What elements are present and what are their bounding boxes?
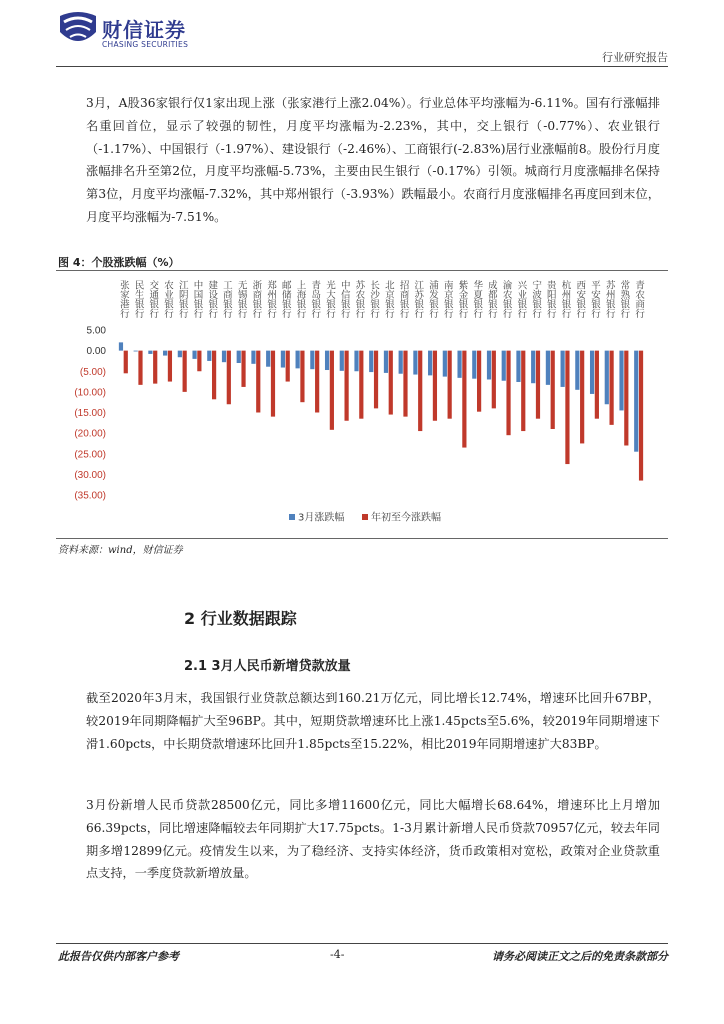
bar-march: [399, 351, 403, 374]
bar-ytd: [271, 351, 275, 417]
x-category-label: 宁波银行: [530, 280, 542, 318]
bar-ytd: [124, 351, 128, 374]
y-tick-label: (15.00): [74, 408, 106, 419]
bar-march: [546, 351, 550, 385]
bar-ytd: [418, 351, 422, 431]
x-category-label: 江阴银行: [176, 280, 188, 318]
bar-march: [310, 351, 314, 370]
paragraph-bank-performance: 3月，A股36家银行仅1家出现上涨（张家港行上涨2.04%）。行业总体平均涨幅为-6.11%。国有行涨幅排名重回首位，显示了较强的韧性，月度平均涨幅为-2.23%，其中，交上银行（-0.77%）、农业银行（-1.17%）、中国银行（-1.97%）、建设银行（-2.46%）、工商银行(-2.83%)居行业涨幅前8。股份行月度涨幅排名升至第2位，月度平均涨幅-5.73%，主要由民生银行（-0.17%）引领。城商行月度涨幅排名保持第3位，月度平均涨幅-7.32%，其中郑州银行（-3.93%）跌幅最小。农商行月度涨幅排名再度回到末位，月度平均涨幅为-7.51%。: [86, 96, 660, 224]
x-category-label: 平安银行: [588, 280, 600, 318]
bar-ytd: [300, 351, 304, 403]
legend-swatch-ytd: [362, 514, 368, 520]
bar-march: [384, 351, 388, 373]
bar-march: [634, 351, 638, 452]
x-category-label: 成都银行: [485, 280, 497, 318]
x-category-label: 农业银行: [162, 280, 174, 318]
x-category-label: 工商银行: [220, 280, 232, 318]
x-category-label: 光大银行: [323, 280, 335, 318]
legend-swatch-march: [289, 514, 295, 520]
legend-label-ytd: 年初至今涨跌幅: [371, 512, 441, 524]
bar-ytd: [374, 351, 378, 409]
x-category-label: 民生银行: [132, 280, 144, 318]
bar-ytd: [183, 351, 187, 392]
bar-march: [222, 351, 226, 363]
x-category-label: 渝农银行: [500, 280, 512, 318]
bar-ytd: [286, 351, 290, 382]
x-category-label: 上海银行: [294, 280, 306, 318]
logo-text-en: CHASING SECURITIES: [102, 40, 189, 49]
x-category-label: 浦发银行: [427, 280, 439, 318]
logo-text-cn: 财信证券: [102, 18, 186, 42]
y-tick-label: (25.00): [74, 449, 106, 461]
x-category-label: 苏农银行: [353, 280, 365, 318]
bar-march: [413, 351, 417, 375]
bar-march: [457, 351, 461, 378]
bar-march: [251, 351, 255, 364]
bar-ytd: [639, 351, 643, 481]
bar-ytd: [580, 351, 584, 444]
figure-top-rule: [56, 270, 668, 271]
bar-march: [443, 351, 447, 377]
bar-march: [281, 351, 285, 368]
bar-ytd: [536, 351, 540, 419]
bar-ytd: [212, 351, 216, 400]
x-category-label: 贵阳银行: [544, 280, 556, 318]
x-category-label: 无锡银行: [235, 280, 247, 318]
x-category-label: 苏州银行: [603, 280, 615, 318]
company-logo: [58, 10, 218, 50]
bar-ytd: [330, 351, 334, 430]
stock-change-bar-chart: [56, 272, 668, 536]
y-tick-label: (30.00): [74, 469, 106, 481]
bar-march: [207, 351, 211, 361]
y-tick-label: (35.00): [74, 490, 106, 502]
bar-march: [502, 351, 506, 381]
bar-march: [369, 351, 373, 372]
bar-march: [575, 351, 579, 390]
bar-march: [178, 351, 182, 358]
bar-ytd: [433, 351, 437, 421]
x-category-label: 郑州银行: [265, 280, 277, 318]
bar-ytd: [448, 351, 452, 419]
x-category-label: 青农商行: [633, 280, 645, 318]
bar-ytd: [565, 351, 569, 464]
bar-ytd: [344, 351, 348, 421]
legend-label-march: 3月涨跌幅: [298, 512, 345, 524]
x-category-label: 中信银行: [338, 280, 350, 318]
page-number: -4-: [330, 948, 345, 961]
x-category-label: 北京银行: [382, 280, 394, 318]
paragraph-loans-total: 截至2020年3月末，我国银行业贷款总额达到160.21万亿元，同比增长12.74%，增速环比回升67BP，较2019年同期降幅扩大至96BP。其中，短期贷款增速环比上涨1.45pcts至5.6%，较2019年同期增速下滑1.60pcts，中长期贷款增速环比回升1.85pcts至15.22%，相比2019年同期增速扩大83BP。: [86, 691, 660, 751]
x-category-label: 西安银行: [574, 280, 586, 318]
bar-ytd: [168, 351, 172, 382]
figure-title: 图 4：个股涨跌幅（%）: [58, 256, 180, 269]
bar-ytd: [197, 351, 201, 372]
bar-ytd: [595, 351, 599, 419]
bar-march: [487, 351, 491, 380]
section-title: 2 行业数据跟踪: [184, 609, 297, 628]
subsection-title: 2.1 3月人民币新增贷款放量: [184, 659, 351, 674]
report-type: 行业研究报告: [602, 51, 668, 64]
bar-ytd: [359, 351, 363, 419]
y-tick-label: (10.00): [74, 387, 106, 399]
bar-ytd: [138, 351, 142, 385]
bar-march: [237, 351, 241, 363]
x-category-label: 常熟银行: [618, 280, 630, 318]
logo-mark-icon: [58, 10, 98, 48]
x-category-label: 中国银行: [191, 280, 203, 318]
bar-ytd: [389, 351, 393, 415]
x-category-label: 紫金银行: [456, 280, 468, 318]
x-category-label: 青岛银行: [309, 280, 321, 318]
bar-ytd: [462, 351, 466, 448]
bar-ytd: [506, 351, 510, 436]
x-category-label: 江苏银行: [412, 280, 424, 318]
y-tick-label: 5.00: [86, 325, 106, 337]
x-category-label: 杭州银行: [559, 280, 571, 318]
x-category-label: 长沙银行: [368, 280, 380, 318]
bar-ytd: [624, 351, 628, 446]
footer-disclaimer-right: 请务必阅读正文之后的免责条款部分: [492, 950, 668, 963]
bar-march: [516, 351, 520, 382]
header-divider: [56, 66, 668, 67]
bar-ytd: [153, 351, 157, 384]
x-category-label: 南京银行: [441, 280, 453, 318]
bar-march: [428, 351, 432, 376]
footer-divider: [56, 943, 668, 944]
x-category-label: 华夏银行: [471, 280, 483, 318]
bar-ytd: [521, 351, 525, 431]
y-tick-label: (5.00): [79, 366, 106, 378]
bar-march: [266, 351, 270, 367]
bar-ytd: [256, 351, 260, 413]
figure-source: 资料来源：wind，财信证券: [58, 545, 183, 556]
bar-march: [354, 351, 358, 372]
x-category-label: 建设银行: [206, 280, 218, 318]
y-tick-label: 0.00: [86, 346, 106, 358]
bar-ytd: [551, 351, 555, 429]
bar-ytd: [241, 351, 245, 387]
bar-march: [296, 351, 300, 369]
bar-march: [119, 342, 123, 350]
y-tick-label: (20.00): [74, 428, 106, 440]
bar-march: [163, 351, 167, 356]
paragraph-new-loans: 3月份新增人民币贷款28500亿元，同比多增11600亿元，同比大幅增长68.64%，增速环比上月增加66.39pcts，同比增速降幅较去年同期扩大17.75pcts。1-3月累计新增人民币贷款70957亿元，较去年同期多增12899亿元。疫情发生以来，为了稳经济、支持实体经济，货币政策相对宽松，政策对企业贷款重点支持，一季度贷款新增放量。: [86, 798, 660, 881]
x-category-label: 张家港行: [117, 280, 129, 318]
bar-march: [325, 351, 329, 370]
bar-ytd: [315, 351, 319, 413]
x-category-label: 交通银行: [147, 280, 159, 318]
bar-march: [619, 351, 623, 411]
bar-march: [192, 351, 196, 359]
bar-ytd: [403, 351, 407, 417]
bar-march: [134, 351, 138, 352]
figure-bottom-rule: [56, 538, 668, 539]
bar-march: [340, 351, 344, 371]
footer-disclaimer-left: 此报告仅供内部客户参考: [58, 950, 179, 963]
bar-march: [531, 351, 535, 384]
bar-march: [561, 351, 565, 387]
bar-ytd: [492, 351, 496, 409]
bar-ytd: [609, 351, 613, 425]
bar-march: [605, 351, 609, 405]
bar-march: [148, 351, 152, 354]
bar-ytd: [477, 351, 481, 412]
bar-ytd: [227, 351, 231, 405]
x-category-label: 邮储银行: [279, 280, 291, 318]
bar-march: [472, 351, 476, 379]
x-category-label: 招商银行: [397, 280, 409, 318]
x-category-label: 浙商银行: [250, 280, 262, 318]
bar-march: [590, 351, 594, 394]
x-category-label: 兴业银行: [515, 280, 527, 318]
